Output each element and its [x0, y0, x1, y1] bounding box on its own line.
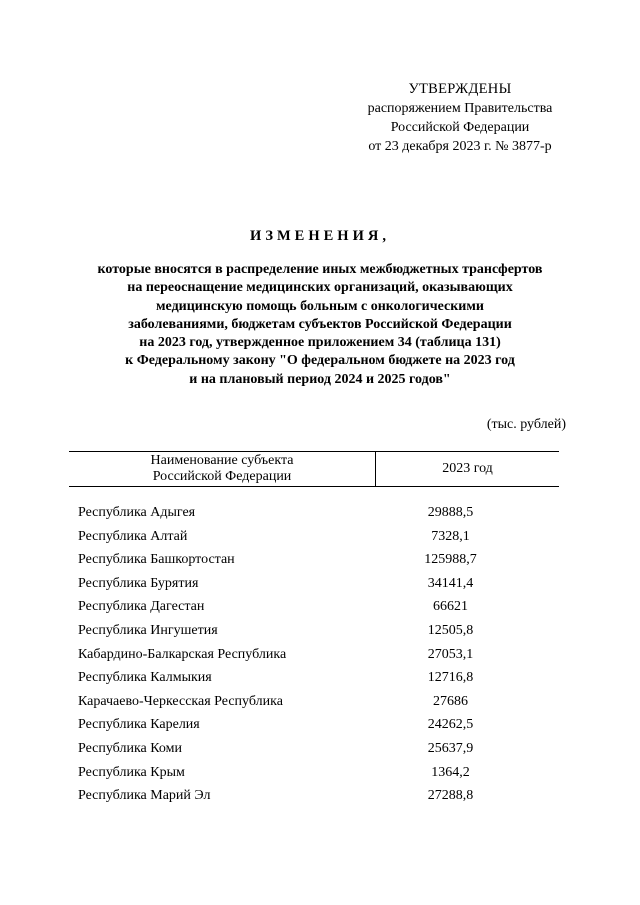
- region-name: Республика Крым: [78, 764, 185, 780]
- document-subtitle: [60, 261, 580, 389]
- region-value: 66621: [433, 599, 468, 615]
- region-name: Республика Ингушетия: [78, 622, 218, 638]
- document-title: ИЗМЕНЕНИЯ,: [250, 228, 390, 244]
- subtitle-line: заболеваниями, бюджетам субъектов Российской Федерации: [128, 316, 512, 332]
- approval-issuer: распоряжением Правительства: [367, 101, 553, 116]
- region-name: Республика Карелия: [78, 717, 200, 733]
- table-row: [78, 763, 558, 787]
- subtitle-line: медицинскую помощь больным с онкологическими: [156, 298, 484, 314]
- column-header-region-line2: Российской Федерации: [152, 469, 292, 484]
- region-value: 1364,2: [431, 764, 470, 780]
- subtitle-line: и на плановый период 2024 и 2025 годов": [189, 371, 451, 387]
- approval-heading: УТВЕРЖДЕНЫ: [408, 81, 512, 97]
- table-row: [78, 503, 558, 527]
- region-value: 24262,5: [427, 717, 474, 733]
- region-name: Республика Марий Эл: [78, 788, 211, 804]
- column-header-region-line1: Наименование субъекта: [150, 453, 294, 468]
- region-value: 12716,8: [427, 670, 474, 686]
- region-name: Республика Башкортостан: [78, 552, 235, 568]
- region-name: Республика Калмыкия: [78, 670, 212, 686]
- units-label: (тыс. рублей): [486, 417, 566, 432]
- table-row: [78, 692, 558, 716]
- table-row: [78, 574, 558, 598]
- region-name: Республика Дагестан: [78, 599, 205, 615]
- region-name: Карачаево-Черкесская Республика: [78, 693, 283, 709]
- subtitle-line: которые вносятся в распределение иных межбюджетных трансфертов: [97, 262, 543, 277]
- table-row: [78, 645, 558, 669]
- region-name: Кабардино-Балкарская Республика: [78, 646, 287, 662]
- approval-block: [330, 80, 590, 156]
- region-name: Республика Бурятия: [78, 575, 199, 591]
- region-value: 7328,1: [431, 528, 470, 544]
- region-value: 27686: [433, 693, 468, 709]
- region-value: 27053,1: [427, 646, 474, 662]
- subtitle-line: на 2023 год, утвержденное приложением 34 (таблица 131): [139, 335, 501, 351]
- table-header: [69, 451, 559, 487]
- approval-date: от 23 декабря 2023 г. № 3877-р: [368, 139, 552, 154]
- approval-authority: Российской Федерации: [390, 120, 530, 135]
- table-row: [78, 668, 558, 692]
- table-row: [78, 550, 558, 574]
- region-name: Республика Коми: [78, 740, 182, 756]
- region-name: Республика Адыгея: [78, 505, 196, 520]
- region-value: 25637,9: [427, 740, 474, 756]
- table-row: [78, 715, 558, 739]
- subtitle-line: на переоснащение медицинских организаций, оказывающих: [127, 280, 513, 296]
- subtitle-line: к Федеральному закону "О федеральном бюджете на 2023 год: [125, 353, 515, 369]
- region-name: Республика Алтай: [78, 528, 188, 544]
- column-header-year: 2023 год: [442, 461, 493, 476]
- region-value: 125988,7: [424, 552, 477, 568]
- region-value: 34141,4: [427, 575, 474, 591]
- table-row: [78, 739, 558, 763]
- table-row: [78, 597, 558, 621]
- table-row: [78, 786, 558, 810]
- table-body: [78, 503, 558, 810]
- region-value: 29888,5: [427, 505, 474, 520]
- column-header-region: [69, 452, 376, 486]
- region-value: 12505,8: [427, 622, 474, 638]
- table-row: [78, 621, 558, 645]
- region-value: 27288,8: [427, 788, 474, 804]
- table-row: [78, 527, 558, 551]
